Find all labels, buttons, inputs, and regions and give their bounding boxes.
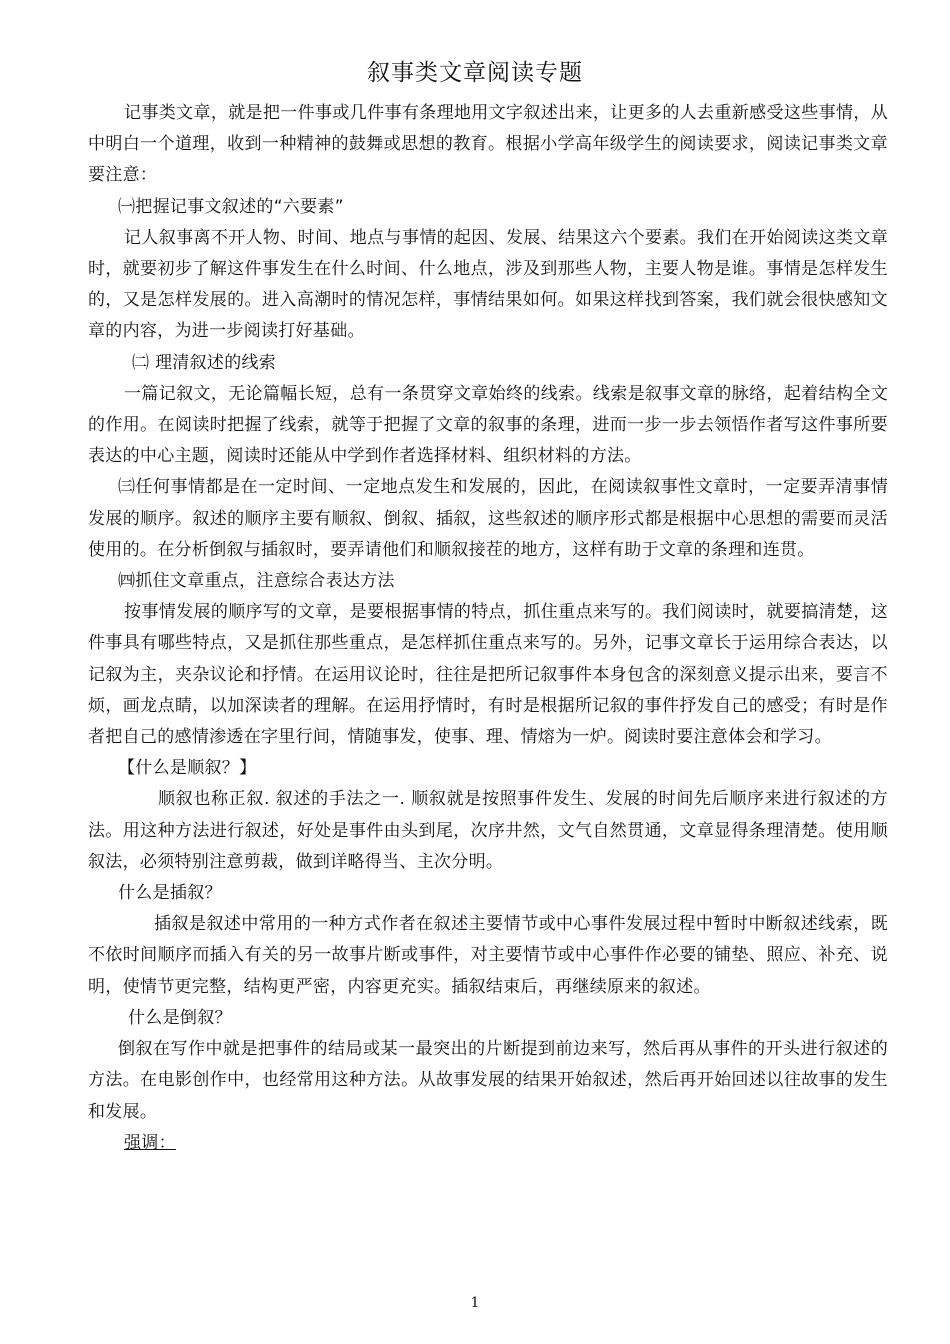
section-heading-1: ㈠把握记事文叙述的“六要素” — [118, 196, 344, 217]
page-title: 叙事类文章阅读专题 — [367, 60, 583, 86]
section-paragraph-2: 一篇记叙文，无论篇幅长短，总有一条贯穿文章始终的线索。线索是叙事文章的脉络，起着结构全文的作用。在阅读时把握了线索，就等于把握了文章的叙事的条理，进而一步一步去领悟作者写这件事所要表达的中心主题，阅读时还能从中学到作者选择材料、组织材料的方法。 — [88, 383, 888, 467]
answer-paragraph-chaxu: 插叙是叙述中常用的一种方式作者在叙述主要情节或中心事件发展过程中暂时中断叙述线索，既不依时间顺序而插入有关的另一故事片断或事件，对主要情节或中心事件作必要的铺垫、照应、补充、说明，使情节更完整，结构更严密，内容更充实。插叙结束后，再继续原来的叙述。 — [88, 914, 888, 997]
answer-paragraph-daoxu: 倒叙在写作中就是把事件的结局或某一最突出的片断提到前边来写，然后再从事件的开头进行叙述的方法。在电影创作中，也经常用这种方法。从故事发展的结果开始叙述，然后再开始回述以往故事的发生和发展。 — [88, 1039, 888, 1122]
emphasis-label: 强调： — [124, 1132, 176, 1153]
section-paragraph-4: 按事情发展的顺序写的文章，是要根据事情的特点，抓住重点来写的。我们阅读时，就要搞清楚，这件事具有哪些特点，又是抓住那些重点，是怎样抓住重点来写的。另外，记事文章长于运用综合表达，以记叙为主，夹杂议论和抒情。在运用议论时，往往是把所记叙事件本身包含的深刻意义提示出来，要言不烦，画龙点睛，以加深读者的理解。在运用抒情时，有时是根据所记叙的事件抒发自己的感受；有时是作者把自己的感情渗透在字里行间，情随事发，使事、理、情熔为一炉。阅读时要注意体会和学习。 — [88, 602, 888, 748]
page-number: 1 — [470, 1295, 480, 1311]
section-paragraph-1: 记人叙事离不开人物、时间、地点与事情的起因、发展、结果这六个要素。我们在开始阅读这类文章时，就要初步了解这件事发生在什么时间、什么地点，涉及到那些人物，主要人物是谁。事情是怎样发生的，又是怎样发展的。进入高潮时的情况怎样，事情结果如何。如果这样找到答案，我们就会很快感知文章的内容，为进一步阅读打好基础。 — [88, 227, 888, 342]
section-paragraph-3: ㈢任何事情都是在一定时间、一定地点发生和发展的，因此，在阅读叙事性文章时，一定要弄清事情发展的顺序。叙述的顺序主要有顺叙、倒叙、插叙，这些叙述的顺序形式都是根据中心思想的需要而灵活使用的。在分析倒叙与插叙时，要弄请他们和顺叙接茬的地方，这样有助于文章的条理和连贯。 — [88, 477, 888, 560]
section-heading-2: ㈡ 理清叙述的线索 — [132, 352, 277, 373]
document-body — [88, 98, 888, 1159]
section-heading-4: ㈣抓住文章重点，注意综合表达方法 — [118, 571, 395, 592]
question-heading-daoxu: 什么是倒叙？ — [128, 1007, 232, 1028]
question-heading-shunxu: 【什么是顺叙？】 — [118, 758, 257, 779]
question-heading-chaxu: 什么是插叙？ — [118, 883, 222, 904]
intro-paragraph: 记事类文章，就是把一件事或几件事有条理地用文字叙述出来，让更多的人去重新感受这些事情，从中明白一个道理，收到一种精神的鼓舞或思想的教育。根据小学高年级学生的阅读要求，阅读记事类文章要注意： — [88, 103, 888, 186]
answer-paragraph-shunxu: 顺叙也称正叙. 叙述的手法之一. 顺叙就是按照事件发生、发展的时间先后顺序来进行叙述的方法。用这种方法进行叙述，好处是事件由头到尾，次序井然，文气自然贯通，文章显得条理清楚。使用顺叙法，必须特别注意剪裁，做到详略得当、主次分明。 — [88, 789, 888, 872]
